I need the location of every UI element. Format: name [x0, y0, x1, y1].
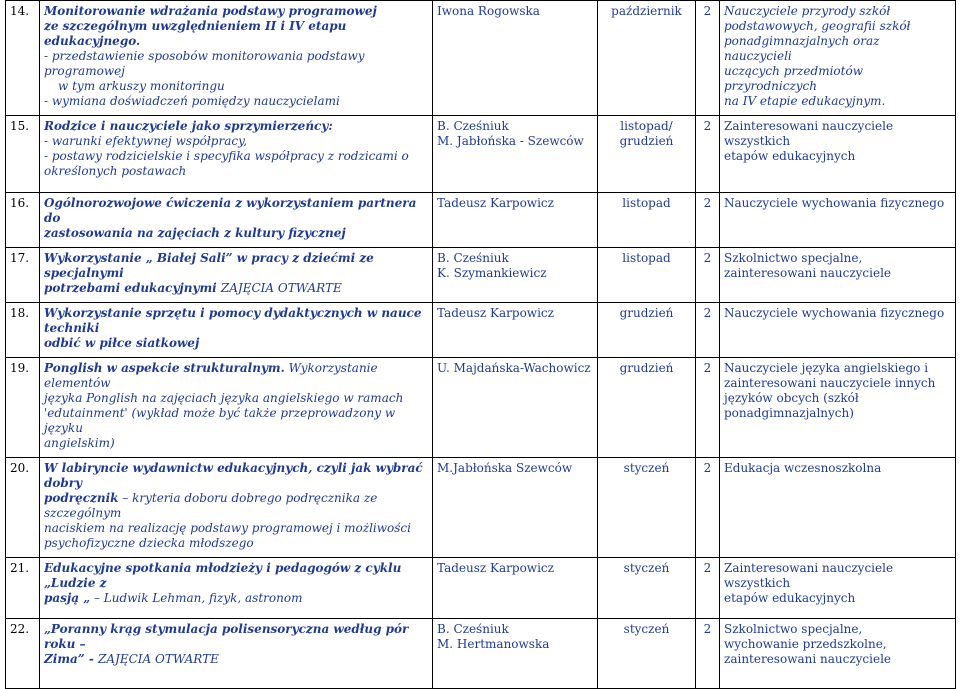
topic-line: - przedstawienie sposobów monitorowania podstawy programowej [44, 49, 365, 78]
table-row [6, 248, 956, 303]
presenter-cell: U. Majdańska-Wachowicz [433, 358, 598, 458]
hours-cell: 2 [696, 558, 720, 619]
presenter-cell: Iwona Rogowska [433, 1, 598, 116]
topic-line: Wykorzystanie sprzętu i pomocy dydaktycznych w nauce techniki [44, 306, 422, 335]
presenter-cell: B. Cześniuk M. Hertmanowska [433, 619, 598, 689]
row-number: 22. [6, 619, 40, 689]
topic-line: Zima” - ZAJĘCIA OTWARTE [44, 652, 219, 666]
presenter-cell: B. Cześniuk M. Jabłońska - Szewców [433, 116, 598, 193]
row-number: 20. [6, 458, 40, 558]
topic-cell [40, 116, 433, 193]
topic-cell [40, 458, 433, 558]
topic-cell [40, 1, 433, 116]
row-number: 16. [6, 193, 40, 248]
topic-line: - postawy rodzicielskie i specyfika współpracy z rodzicami o [44, 149, 409, 163]
date-cell: listopad [598, 193, 696, 248]
topic-line: podręcznik – kryteria doboru dobrego podręcznika ze szczególnym [44, 491, 378, 520]
row-number: 17. [6, 248, 40, 303]
topic-line: Monitorowanie wdrażania podstawy programowej [44, 4, 377, 18]
topic-line: Wykorzystanie „ Białej Sali” w pracy z dziećmi ze specjalnymi [44, 251, 374, 280]
date-cell: styczeń [598, 619, 696, 689]
presenter-cell: B. Cześniuk K. Szymankiewicz [433, 248, 598, 303]
training-schedule-table [5, 0, 956, 689]
topic-line: w tym arkuszy monitoringu [58, 79, 225, 93]
date-cell: październik [598, 1, 696, 116]
hours-cell: 2 [696, 619, 720, 689]
table-row [6, 116, 956, 193]
topic-line: angielskim) [44, 436, 115, 450]
topic-line: „Poranny krąg stymulacja polisensoryczna według pór roku – [44, 622, 409, 651]
topic-line: zastosowania na zajęciach z kultury fizycznej [44, 226, 346, 240]
topic-line: Rodzice i nauczyciele jako sprzymierzeńcy: [44, 119, 333, 133]
audience-cell: Nauczyciele języka angielskiego i zainteresowani nauczyciele innych języków obcych (szkół ponadgimnazjalnych) [720, 358, 956, 458]
presenter-cell: Tadeusz Karpowicz [433, 193, 598, 248]
date-cell: grudzień [598, 303, 696, 358]
presenter-cell: Tadeusz Karpowicz [433, 558, 598, 619]
date-cell: listopad/ grudzień [598, 116, 696, 193]
topic-line: języka Ponglish na zajęciach języka angielskiego w ramach [44, 391, 404, 405]
topic-line: Ogólnorozwojowe ćwiczenia z wykorzystaniem partnera do [44, 196, 417, 225]
topic-line: pasją „ – Ludwik Lehman, fizyk, astronom [44, 591, 303, 605]
audience-cell: Nauczyciele wychowania fizycznego [720, 193, 956, 248]
topic-line: potrzebami edukacyjnymi ZAJĘCIA OTWARTE [44, 281, 342, 295]
audience-cell: Nauczyciele przyrody szkół podstawowych, geografii szkół ponadgimnazjalnych oraz nauczycieli uczących przedmiotów przyrodniczych na IV etapie edukacyjnym. [720, 1, 956, 116]
topic-line: W labiryncie wydawnictw edukacyjnych, czyli jak wybrać dobry [44, 461, 423, 490]
audience-cell: Szkolnictwo specjalne, wychowanie przedszkolne, zainteresowani nauczyciele [720, 619, 956, 689]
topic-line: - wymiana doświadczeń pomiędzy nauczycielami [44, 94, 340, 108]
table-row [6, 619, 956, 689]
topic-line: ze szczególnym uwzględnieniem II i IV etapu edukacyjnego. [44, 19, 347, 48]
row-number: 21. [6, 558, 40, 619]
table-row [6, 458, 956, 558]
audience-cell: Szkolnictwo specjalne, zainteresowani nauczyciele [720, 248, 956, 303]
hours-cell: 2 [696, 248, 720, 303]
hours-cell: 2 [696, 1, 720, 116]
date-cell: grudzień [598, 358, 696, 458]
hours-cell: 2 [696, 193, 720, 248]
topic-line: Ponglish w aspekcie strukturalnym. Wykorzystanie elementów [44, 361, 378, 390]
table-row [6, 193, 956, 248]
audience-cell: Zainteresowani nauczyciele wszystkich etapów edukacyjnych [720, 116, 956, 193]
topic-line: psychofizyczne dziecka młodszego [44, 536, 254, 550]
row-number: 14. [6, 1, 40, 116]
presenter-cell: Tadeusz Karpowicz [433, 303, 598, 358]
row-number: 19. [6, 358, 40, 458]
topic-line: określonych postawach [44, 164, 187, 178]
topic-cell [40, 619, 433, 689]
table-row [6, 358, 956, 458]
topic-line: - warunki efektywnej współpracy, [44, 134, 248, 148]
topic-cell [40, 558, 433, 619]
row-number: 15. [6, 116, 40, 193]
topic-line: 'edutainment' (wykład może być także przeprowadzony w języku [44, 406, 396, 435]
topic-line: naciskiem na realizację podstawy programowej i możliwości [44, 521, 411, 535]
schedule-rows [6, 1, 956, 689]
date-cell: styczeń [598, 458, 696, 558]
presenter-cell: M.Jabłońska Szewców [433, 458, 598, 558]
hours-cell: 2 [696, 358, 720, 458]
date-cell: styczeń [598, 558, 696, 619]
topic-cell [40, 248, 433, 303]
audience-cell: Nauczyciele wychowania fizycznego [720, 303, 956, 358]
hours-cell: 2 [696, 303, 720, 358]
audience-cell: Zainteresowani nauczyciele wszystkich etapów edukacyjnych [720, 558, 956, 619]
audience-cell: Edukacja wczesnoszkolna [720, 458, 956, 558]
topic-cell [40, 193, 433, 248]
hours-cell: 2 [696, 116, 720, 193]
row-number: 18. [6, 303, 40, 358]
topic-cell [40, 303, 433, 358]
topic-cell [40, 358, 433, 458]
topic-line: odbić w piłce siatkowej [44, 336, 200, 350]
hours-cell: 2 [696, 458, 720, 558]
table-row [6, 558, 956, 619]
date-cell: listopad [598, 248, 696, 303]
topic-line: Edukacyjne spotkania młodzieży i pedagogów z cyklu „Ludzie z [44, 561, 402, 590]
table-row [6, 303, 956, 358]
table-row [6, 1, 956, 116]
